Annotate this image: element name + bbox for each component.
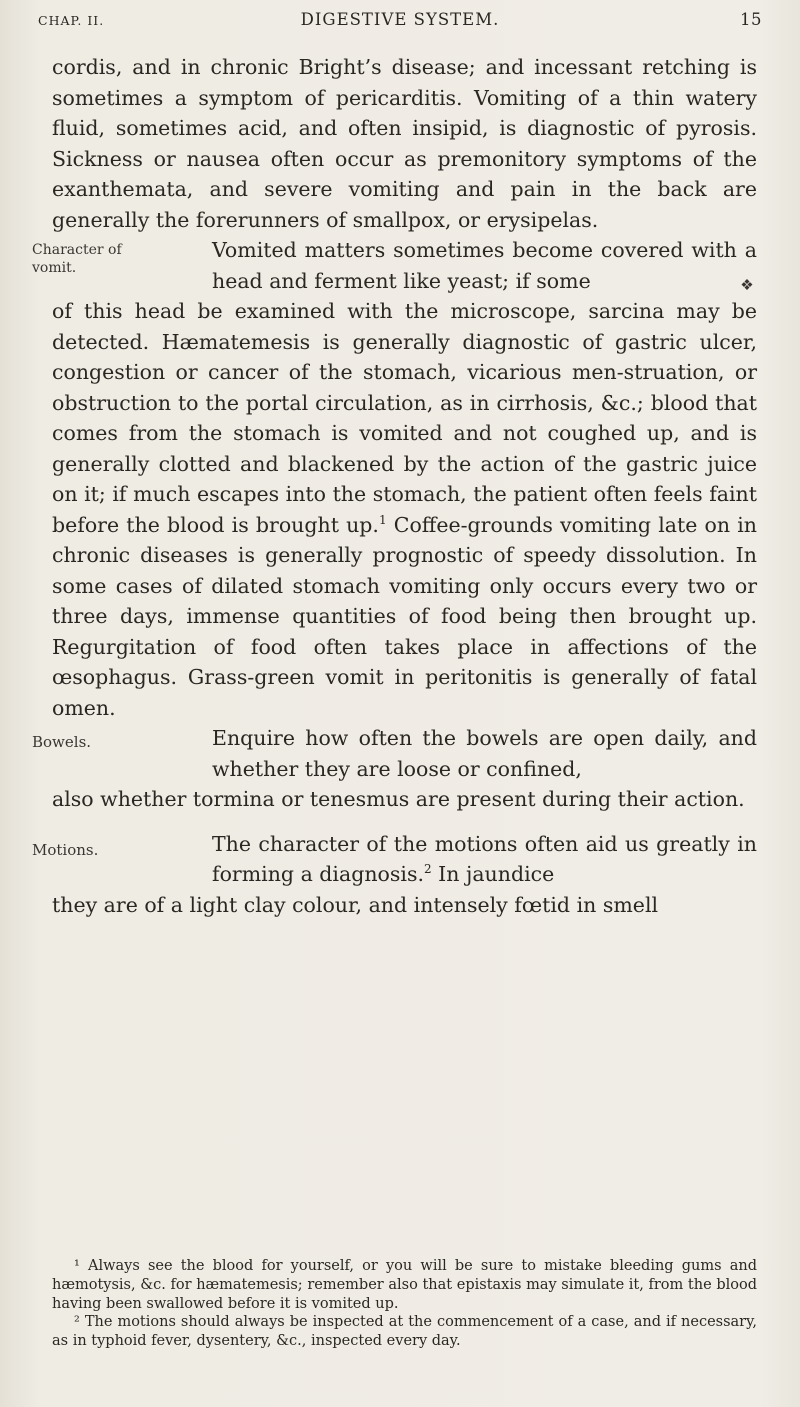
footnote-1: ¹ Always see the blood for yourself, or you will be sure to mistake bleeding gums and hæmotysis, &c. for hæmatemesis; remember also that epistaxis may simulate it, from the blood having been swallowed before it is vomited up. <box>52 1258 757 1312</box>
ornament-mark: ❖ <box>740 276 754 294</box>
paragraph-lead: The character of the motions often aid us greatly in forming a diagnosis. <box>212 831 757 886</box>
paragraph-text: they are of a light clay colour, and intensely fœtid in smell <box>52 892 659 917</box>
running-title: DIGESTIVE SYSTEM. <box>300 10 500 29</box>
paragraph-lead-tail: In jaundice <box>431 862 555 886</box>
footnote-ref-1: 1 <box>378 512 387 527</box>
section-motions <box>32 829 757 921</box>
paragraph-lead: Enquire how often the bowels are open daily, and whether they are loose or confined, <box>212 726 757 781</box>
paragraph-motions <box>52 829 757 921</box>
paragraph-text: cordis, and in chronic Bright’s disease; and incessant retching is sometimes a symptom of pericarditis. Vomiting of a thin watery fluid, sometimes acid, and often insipid, is diagnostic of pyrosis. Sickness or nausea often occur as premonitory symptoms of the exanthemata, and severe vomiting and pain in the back are generally the forerunners of smallpox, or erysipelas. <box>52 55 757 232</box>
marginal-note-character-of-vomit: Character of vomit. <box>32 242 122 276</box>
body-text <box>32 52 757 920</box>
page-number: 15 <box>740 10 762 29</box>
chapter-label: CHAP. II. <box>38 13 105 28</box>
footnote-ref-2: 2 <box>424 862 432 877</box>
paragraph-bowels <box>52 723 757 815</box>
footnote-2: ² The motions should always be inspected at the commencement of a case, and if necessary, as in typhoid fever, dysentery, &c., inspected every day. <box>52 1314 757 1350</box>
paragraph-character-of-vomit <box>52 235 757 723</box>
section-bowels <box>32 723 757 815</box>
marginal-note-motions: Motions. <box>32 840 99 859</box>
paragraph-text-continued: Coffee-grounds vomiting late on in chronic diseases is generally prognostic of speedy dissolution. In some cases of dilated stomach vomiting only occurs every two or three days, immense quantities of food being then brought up. Regurgitation of food often takes place in affections of the œsophagus. Grass-green vomit in peritonitis is generally of fatal omen. <box>52 512 757 720</box>
section-character-of-vomit <box>32 235 757 723</box>
running-header <box>38 10 762 34</box>
marginal-note-bowels: Bowels. <box>32 733 92 751</box>
paragraph-lead: Vomited matters sometimes become covered with a head and ferment like yeast; if some <box>212 238 757 293</box>
paragraph-text: also whether tormina or tenesmus are present during their action. <box>52 787 745 811</box>
paragraph-text: of this head be examined with the microscope, sarcina may be detected. Hæmatemesis is generally diagnostic of gastric ulcer, congestion or cancer of the stomach, vicarious men-struation, or obstruction to the portal circulation, as in cirrhosis, &c.; blood that comes from the stomach is vomited and not coughed up, and is generally clotted and blackened by the action of the gastric juice on it; if much escapes into the stomach, the patient often feels faint before the blood is brought up. <box>52 299 757 537</box>
footnotes <box>52 1257 757 1351</box>
